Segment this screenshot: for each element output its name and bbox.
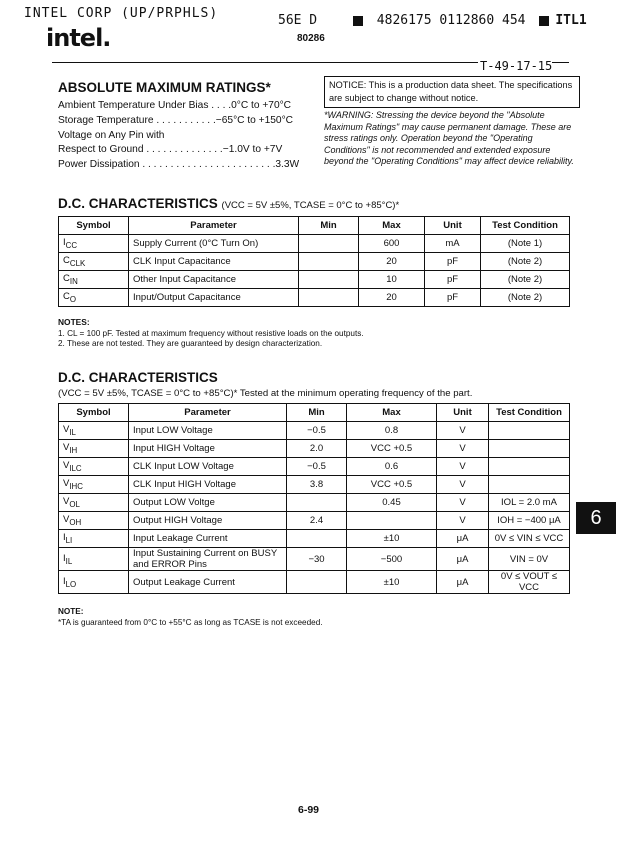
- column-header: Max: [359, 217, 425, 235]
- column-header: Symbol: [59, 404, 129, 422]
- min-cell: −0.5: [287, 422, 347, 440]
- symbol-cell: $I_{CC}$: [59, 235, 129, 253]
- max-cell: VCC +0.5: [347, 440, 437, 458]
- dc1-notes-title: NOTES:: [58, 317, 90, 327]
- min-cell: [299, 235, 359, 253]
- amr-row: Respect to Ground . . . . . . . . . . . . . .−1.0V to +7V: [58, 144, 283, 155]
- test-condition-cell: (Note 1): [481, 235, 570, 253]
- section-tab: 6: [576, 502, 616, 534]
- dc2-note-text: *TA is guaranteed from 0°C to +55°C as long as TCASE is not exceeded.: [58, 618, 323, 627]
- test-condition-cell: (Note 2): [481, 253, 570, 271]
- header-stamp-right: [278, 13, 587, 28]
- table-row: [59, 440, 570, 458]
- column-header: Symbol: [59, 217, 129, 235]
- warning-text: *WARNING: Stressing the device beyond the "Absolute Maximum Ratings" may cause permanent damage. These are stress ratings only. Operation beyond the "Operating Conditions" is not recommended and extended exposure beyond the "Operating Conditions" may affect device reliability.: [324, 110, 574, 166]
- test-condition-cell: [489, 422, 570, 440]
- parameter-cell: Output LOW Voltge: [129, 494, 287, 512]
- min-cell: 3.8: [287, 476, 347, 494]
- max-cell: ±10: [347, 530, 437, 548]
- dc1-header-row: [59, 217, 570, 235]
- column-header: Unit: [437, 404, 489, 422]
- dc1-title: [58, 196, 399, 211]
- table-row: [59, 548, 570, 571]
- column-header: Parameter: [129, 217, 299, 235]
- table-row: [59, 422, 570, 440]
- table-row: [59, 530, 570, 548]
- symbol-cell: $C_{CLK}$: [59, 253, 129, 271]
- table-row: [59, 458, 570, 476]
- parameter-cell: Output HIGH Voltage: [129, 512, 287, 530]
- max-cell: 0.6: [347, 458, 437, 476]
- test-condition-cell: 0V ≤ VIN ≤ VCC: [489, 530, 570, 548]
- symbol-cell: $I_{LI}$: [59, 530, 129, 548]
- test-condition-cell: [489, 458, 570, 476]
- header-stamp-tail: ITL1: [555, 13, 587, 28]
- table-row: [59, 494, 570, 512]
- square-mark-icon: [539, 16, 549, 26]
- dc2-header-row: [59, 404, 570, 422]
- symbol-cell: $V_{OH}$: [59, 512, 129, 530]
- min-cell: [287, 530, 347, 548]
- symbol-cell: $I_{IL}$: [59, 548, 129, 571]
- max-cell: VCC +0.5: [347, 476, 437, 494]
- part-number: 80286: [297, 33, 325, 44]
- parameter-cell: Supply Current (0°C Turn On): [129, 235, 299, 253]
- max-cell: 0.45: [347, 494, 437, 512]
- amr-title: ABSOLUTE MAXIMUM RATINGS*: [58, 80, 271, 95]
- dc1-condition: (VCC = 5V ±5%, TCASE = 0°C to +85°C)*: [221, 200, 400, 211]
- page-number: 6-99: [298, 804, 320, 816]
- header-stamp-left: INTEL CORP (UP/PRPHLS): [24, 6, 219, 21]
- min-cell: [299, 271, 359, 289]
- unit-cell: V: [437, 476, 489, 494]
- test-condition-cell: IOL = 2.0 mA: [489, 494, 570, 512]
- max-cell: ±10: [347, 571, 437, 594]
- test-condition-cell: (Note 2): [481, 289, 570, 307]
- amr-row: Ambient Temperature Under Bias . . . .0°C to +70°C: [58, 100, 292, 111]
- test-condition-cell: [489, 440, 570, 458]
- max-cell: 600: [359, 235, 425, 253]
- parameter-cell: Other Input Capacitance: [129, 271, 299, 289]
- parameter-cell: Input HIGH Voltage: [129, 440, 287, 458]
- max-cell: 20: [359, 289, 425, 307]
- min-cell: −0.5: [287, 458, 347, 476]
- unit-cell: μA: [437, 571, 489, 594]
- table-row: [59, 571, 570, 594]
- symbol-cell: $C_{IN}$: [59, 271, 129, 289]
- test-condition-cell: [489, 476, 570, 494]
- parameter-cell: CLK Input HIGH Voltage: [129, 476, 287, 494]
- max-cell: 20: [359, 253, 425, 271]
- unit-cell: pF: [425, 253, 481, 271]
- header-stamp-code: 4826175 0112860 454: [376, 13, 526, 28]
- min-cell: 2.0: [287, 440, 347, 458]
- unit-cell: V: [437, 440, 489, 458]
- dc2-condition: (VCC = 5V ±5%, TCASE = 0°C to +85°C)* Tested at the minimum operating frequency of the part.: [58, 388, 473, 399]
- dc1-title-text: D.C. CHARACTERISTICS: [58, 196, 218, 211]
- header-stamp-code-a: 56E D: [278, 13, 318, 28]
- unit-cell: V: [437, 422, 489, 440]
- column-header: Test Condition: [481, 217, 570, 235]
- table-row: [59, 512, 570, 530]
- parameter-cell: Input/Output Capacitance: [129, 289, 299, 307]
- symbol-cell: $V_{IHC}$: [59, 476, 129, 494]
- parameter-cell: CLK Input LOW Voltage: [129, 458, 287, 476]
- dc1-note-2: 2. These are not tested. They are guaranteed by design characterization.: [58, 339, 323, 348]
- min-cell: [287, 494, 347, 512]
- symbol-cell: $V_{IH}$: [59, 440, 129, 458]
- square-mark-icon: [353, 16, 363, 26]
- dc1-table: [58, 216, 570, 307]
- table-row: [59, 476, 570, 494]
- column-header: Min: [287, 404, 347, 422]
- unit-cell: pF: [425, 271, 481, 289]
- column-header: Unit: [425, 217, 481, 235]
- test-condition-cell: 0V ≤ VOUT ≤ VCC: [489, 571, 570, 594]
- min-cell: −30: [287, 548, 347, 571]
- max-cell: 10: [359, 271, 425, 289]
- symbol-cell: $I_{LO}$: [59, 571, 129, 594]
- dc2-note-title: NOTE:: [58, 607, 84, 616]
- unit-cell: μA: [437, 530, 489, 548]
- max-cell: −500: [347, 548, 437, 571]
- test-condition-cell: (Note 2): [481, 271, 570, 289]
- table-row: [59, 271, 570, 289]
- unit-cell: V: [437, 458, 489, 476]
- table-row: [59, 253, 570, 271]
- column-header: Max: [347, 404, 437, 422]
- unit-cell: mA: [425, 235, 481, 253]
- parameter-cell: Input Sustaining Current on BUSY and ERROR Pins: [129, 548, 287, 571]
- max-cell: 0.8: [347, 422, 437, 440]
- parameter-cell: CLK Input Capacitance: [129, 253, 299, 271]
- test-condition-cell: IOH = −400 μA: [489, 512, 570, 530]
- test-condition-cell: VIN = 0V: [489, 548, 570, 571]
- unit-cell: pF: [425, 289, 481, 307]
- dc1-notes: [58, 317, 364, 350]
- symbol-cell: $V_{ILC}$: [59, 458, 129, 476]
- dc2-note: [58, 606, 323, 628]
- min-cell: [299, 289, 359, 307]
- symbol-cell: $C_O$: [59, 289, 129, 307]
- min-cell: 2.4: [287, 512, 347, 530]
- dc2-table: [58, 403, 570, 594]
- min-cell: [299, 253, 359, 271]
- column-header: Parameter: [129, 404, 287, 422]
- unit-cell: V: [437, 494, 489, 512]
- intel-logo: intel.: [46, 24, 111, 52]
- amr-row: Storage Temperature . . . . . . . . . . .−65°C to +150°C: [58, 115, 294, 126]
- unit-cell: V: [437, 512, 489, 530]
- amr-row: Power Dissipation . . . . . . . . . . . . . . . . . . . . . . . .3.3W: [58, 159, 300, 170]
- parameter-cell: Input LOW Voltage: [129, 422, 287, 440]
- min-cell: [287, 571, 347, 594]
- table-row: [59, 235, 570, 253]
- dc1-note-1: 1. CL = 100 pF. Tested at maximum frequency without resistive loads on the outputs.: [58, 328, 364, 338]
- symbol-cell: $V_{OL}$: [59, 494, 129, 512]
- max-cell: [347, 512, 437, 530]
- dc2-title: D.C. CHARACTERISTICS: [58, 370, 218, 385]
- parameter-cell: Output Leakage Current: [129, 571, 287, 594]
- doc-ref: T-49-17-15: [480, 59, 553, 73]
- amr-row: Voltage on Any Pin with: [58, 130, 165, 141]
- column-header: Test Condition: [489, 404, 570, 422]
- table-row: [59, 289, 570, 307]
- parameter-cell: Input Leakage Current: [129, 530, 287, 548]
- notice-box: NOTICE: This is a production data sheet. The specifications are subject to change without notice.: [324, 76, 580, 108]
- symbol-cell: $V_{IL}$: [59, 422, 129, 440]
- unit-cell: μA: [437, 548, 489, 571]
- column-header: Min: [299, 217, 359, 235]
